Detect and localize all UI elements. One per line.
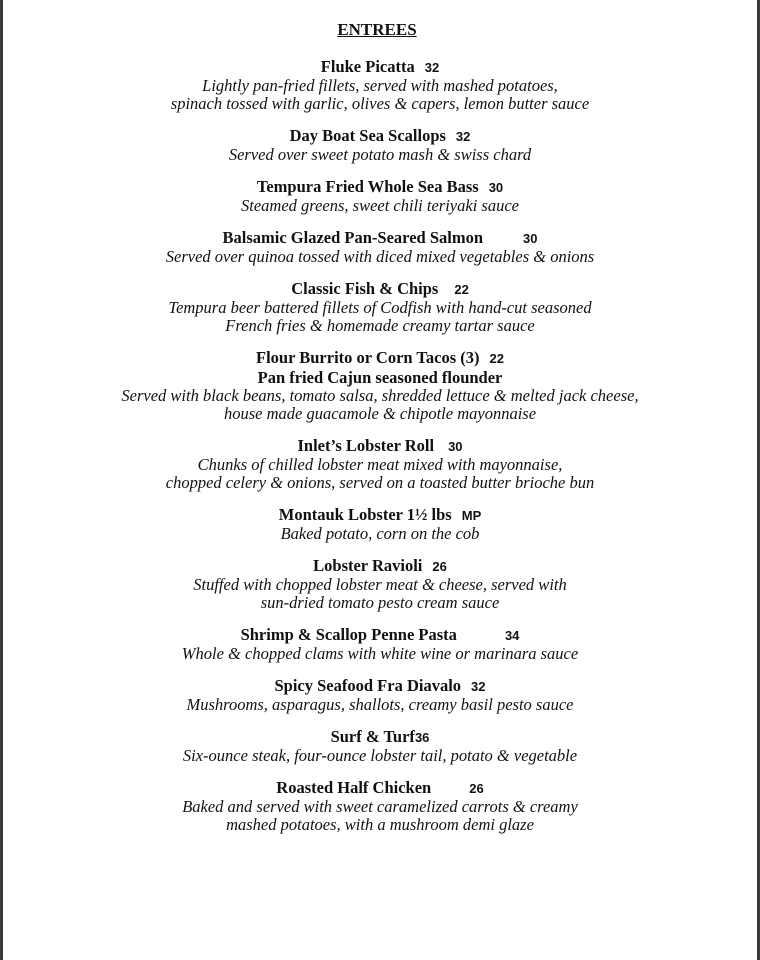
menu-item-description (0, 387, 760, 423)
menu-item (0, 676, 760, 714)
menu-item-heading (0, 778, 760, 798)
menu-item-price: 32 (471, 679, 486, 694)
menu-item (0, 348, 760, 423)
menu-item-price: 34 (504, 628, 520, 643)
menu-item-description-line: mashed potatoes, with a mushroom demi glaze (226, 815, 534, 834)
menu-item-heading (0, 177, 760, 197)
menu-item-description-line: chopped celery & onions, served on a toasted butter brioche bun (165, 473, 595, 492)
menu-item-price: 32 (455, 129, 471, 144)
menu-item-description-line: Served over quinoa tossed with diced mixed vegetables & onions (165, 247, 595, 266)
menu-item-subtitle: Pan fried Cajun seasoned flounder (257, 368, 503, 387)
menu-item-description-line: Baked potato, corn on the cob (280, 524, 480, 543)
menu-item-name: Shrimp & Scallop Penne Pasta (240, 625, 457, 644)
menu-item-name: Tempura Fried Whole Sea Bass (256, 177, 479, 196)
menu-item-description (0, 197, 760, 215)
menu-item-description (0, 747, 760, 765)
menu-item (0, 57, 760, 113)
menu-item-name: Roasted Half Chicken (276, 778, 432, 797)
menu-item (0, 177, 760, 215)
menu-item (0, 778, 760, 834)
menu-item-description-line: Steamed greens, sweet chili teriyaki sauce (241, 196, 519, 215)
menu-item-description (0, 77, 760, 113)
menu-item-price: 30 (448, 439, 463, 454)
menu-item (0, 436, 760, 492)
menu-item-name: Day Boat Sea Scallops (289, 126, 446, 145)
menu-item-heading (0, 556, 760, 576)
menu-item-heading (0, 505, 760, 525)
menu-item-description-line: Served with black beans, tomato salsa, shredded lettuce & melted jack cheese, (121, 386, 639, 405)
menu-item-price: 22 (489, 351, 504, 366)
menu-item (0, 556, 760, 612)
menu-item-price: 36 (414, 730, 430, 745)
menu-item-heading (0, 727, 760, 747)
menu-item-heading (0, 436, 760, 456)
menu-item (0, 727, 760, 765)
menu-item-description-line: Chunks of chilled lobster meat mixed with mayonnaise, (197, 455, 563, 474)
menu-section-title: ENTREES (337, 20, 417, 39)
menu-item-description (0, 248, 760, 266)
menu-item-list (0, 57, 760, 834)
menu-item-heading (0, 625, 760, 645)
menu-item-name: Spicy Seafood Fra Diavalo (274, 676, 462, 695)
menu-item (0, 279, 760, 335)
menu-item-description-line: French fries & homemade creamy tartar sauce (225, 316, 535, 335)
menu-item-heading (0, 126, 760, 146)
menu-item-name: Fluke Picatta (320, 57, 415, 76)
menu-item-description-line: Mushrooms, asparagus, shallots, creamy basil pesto sauce (186, 695, 574, 714)
menu-item-description-line: Six-ounce steak, four-ounce lobster tail, potato & vegetable (182, 746, 578, 765)
menu-item-description-line: house made guacamole & chipotle mayonnaise (223, 404, 537, 423)
menu-item-description (0, 696, 760, 714)
menu-item (0, 126, 760, 164)
menu-item (0, 228, 760, 266)
menu-item-heading (0, 228, 760, 248)
menu-item-description-line: sun-dried tomato pesto cream sauce (260, 593, 500, 612)
menu-item-description (0, 299, 760, 335)
menu-item-heading (0, 348, 760, 387)
menu-item-description (0, 456, 760, 492)
menu-item-description-line: Tempura beer battered fillets of Codfish with hand-cut seasoned (168, 298, 592, 317)
menu-page (0, 19, 760, 847)
menu-item-name: Inlet’s Lobster Roll (297, 436, 435, 455)
menu-item-name: Surf & Turf (330, 727, 415, 746)
menu-item-heading (0, 57, 760, 77)
menu-item-price: 30 (488, 180, 504, 195)
menu-item-name: Classic Fish & Chips (291, 279, 439, 298)
menu-item-price: 32 (424, 60, 440, 75)
menu-item (0, 505, 760, 543)
menu-item-description-line: Stuffed with chopped lobster meat & cheese, served with (193, 575, 567, 594)
menu-item-description (0, 798, 760, 834)
menu-item-name: Lobster Ravioli (313, 556, 423, 575)
menu-item-description (0, 146, 760, 164)
menu-item-price: 26 (432, 559, 447, 574)
menu-item-price: 26 (469, 781, 484, 796)
menu-item-price: 30 (523, 231, 538, 246)
menu-item-description-line: Served over sweet potato mash & swiss chard (228, 145, 532, 164)
menu-item-name: Flour Burrito or Corn Tacos (3) (256, 348, 480, 367)
menu-item-price: MP (461, 508, 482, 523)
menu-item-heading (0, 279, 760, 299)
menu-item-description-line: Lightly pan-fried fillets, served with mashed potatoes, (202, 76, 558, 95)
menu-item-description-line: spinach tossed with garlic, olives & capers, lemon butter sauce (170, 94, 590, 113)
menu-item-description (0, 645, 760, 663)
menu-item-name: Montauk Lobster 1½ lbs (278, 505, 452, 524)
menu-item-name: Balsamic Glazed Pan-Seared Salmon (222, 228, 484, 247)
menu-item-description-line: Baked and served with sweet caramelized carrots & creamy (182, 797, 578, 816)
menu-item-description (0, 525, 760, 543)
menu-item-price: 22 (454, 282, 469, 297)
menu-item-heading (0, 676, 760, 696)
menu-item-description (0, 576, 760, 612)
menu-item (0, 625, 760, 663)
menu-item-description-line: Whole & chopped clams with white wine or marinara sauce (181, 644, 579, 663)
